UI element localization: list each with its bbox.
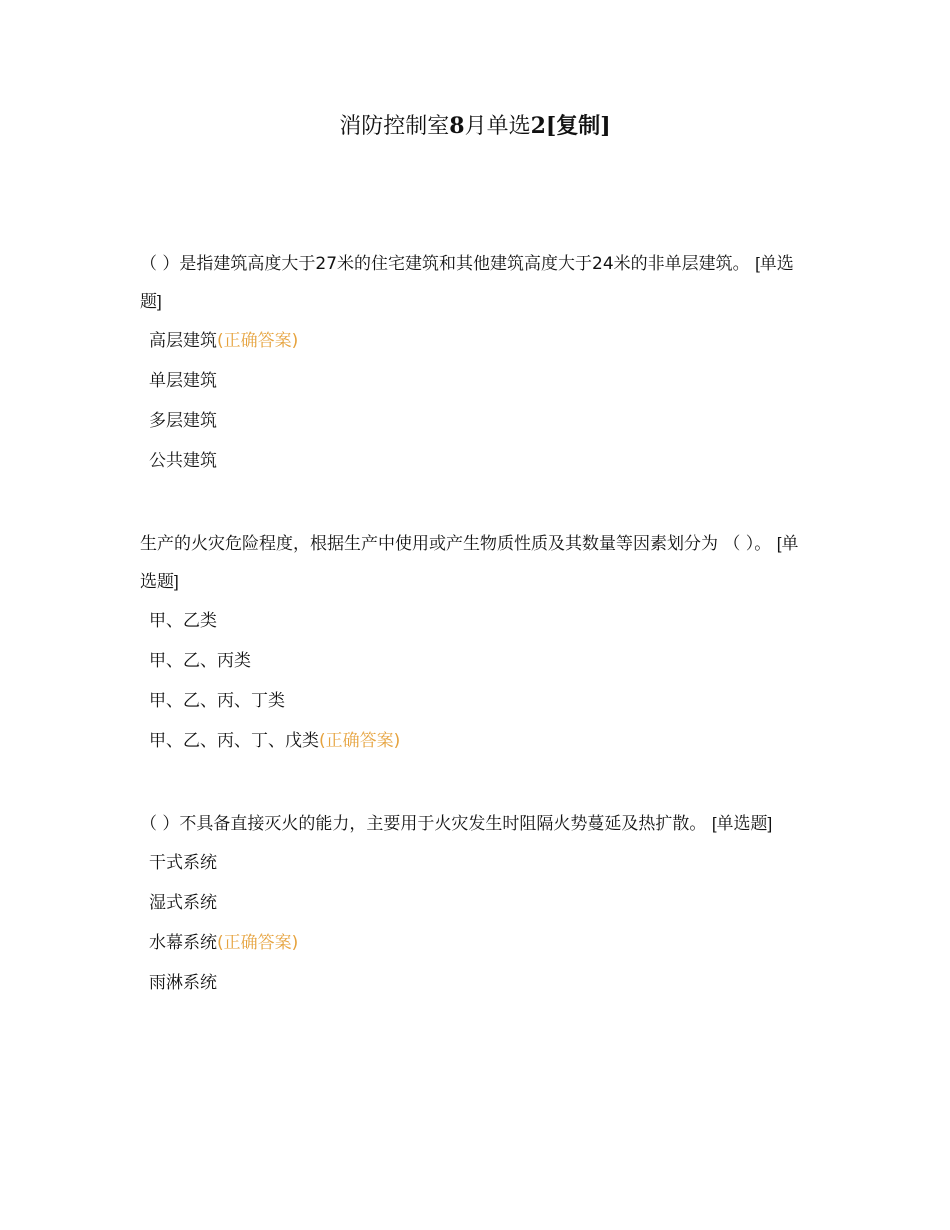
- correct-answer-mark: (正确答案): [217, 933, 299, 953]
- question-3: [140, 805, 812, 1003]
- option-list: [140, 321, 812, 481]
- question-text: 生产的火灾危险程度，根据生产中使用或产生物质性质及其数量等因素划分为 （ ）。: [140, 534, 772, 554]
- option-a[interactable]: [140, 321, 812, 361]
- correct-answer-mark: (正确答案): [217, 331, 299, 351]
- option-c[interactable]: [140, 401, 812, 441]
- question-stem: [140, 525, 812, 601]
- question-text: （ ）不具备直接灭火的能力，主要用于火灾发生时阻隔火势蔓延及热扩散。: [140, 814, 707, 834]
- option-text: 甲、乙类: [149, 611, 217, 631]
- option-d[interactable]: [140, 721, 812, 761]
- question-2: [140, 525, 812, 761]
- question-type-label: [单选题]: [140, 254, 794, 311]
- option-text: 公共建筑: [149, 451, 217, 471]
- title-suffix: 2[复制]: [530, 113, 611, 139]
- title-prefix: 消防控制室: [339, 114, 450, 139]
- option-a[interactable]: [140, 601, 812, 641]
- option-b[interactable]: [140, 361, 812, 401]
- option-c[interactable]: [140, 681, 812, 721]
- question-text: （ ）是指建筑高度大于27米的住宅建筑和其他建筑高度大于24米的非单层建筑。: [140, 254, 750, 274]
- question-stem: [140, 245, 812, 321]
- question-stem: [140, 805, 812, 843]
- question-1: [140, 245, 812, 481]
- option-list: [140, 843, 812, 1003]
- question-type-label: [单选题]: [711, 814, 773, 833]
- option-list: [140, 601, 812, 761]
- option-text: 甲、乙、丙、丁、戊类: [149, 731, 319, 751]
- option-d[interactable]: [140, 963, 812, 1003]
- option-a[interactable]: [140, 843, 812, 883]
- option-b[interactable]: [140, 641, 812, 681]
- option-text: 多层建筑: [149, 411, 217, 431]
- title-mid: 月单选: [464, 114, 531, 139]
- page-title: [0, 110, 950, 143]
- correct-answer-mark: (正确答案): [319, 731, 401, 751]
- option-text: 甲、乙、丙、丁类: [149, 691, 285, 711]
- option-text: 甲、乙、丙类: [149, 651, 251, 671]
- option-text: 单层建筑: [149, 371, 217, 391]
- option-c[interactable]: [140, 923, 812, 963]
- option-b[interactable]: [140, 883, 812, 923]
- option-text: 水幕系统: [149, 933, 217, 953]
- option-d[interactable]: [140, 441, 812, 481]
- option-text: 干式系统: [149, 853, 217, 873]
- question-type-label: [单选题]: [140, 534, 799, 591]
- option-text: 湿式系统: [149, 893, 217, 913]
- option-text: 雨淋系统: [149, 973, 217, 993]
- option-text: 高层建筑: [149, 331, 217, 351]
- title-number: 8: [449, 113, 465, 139]
